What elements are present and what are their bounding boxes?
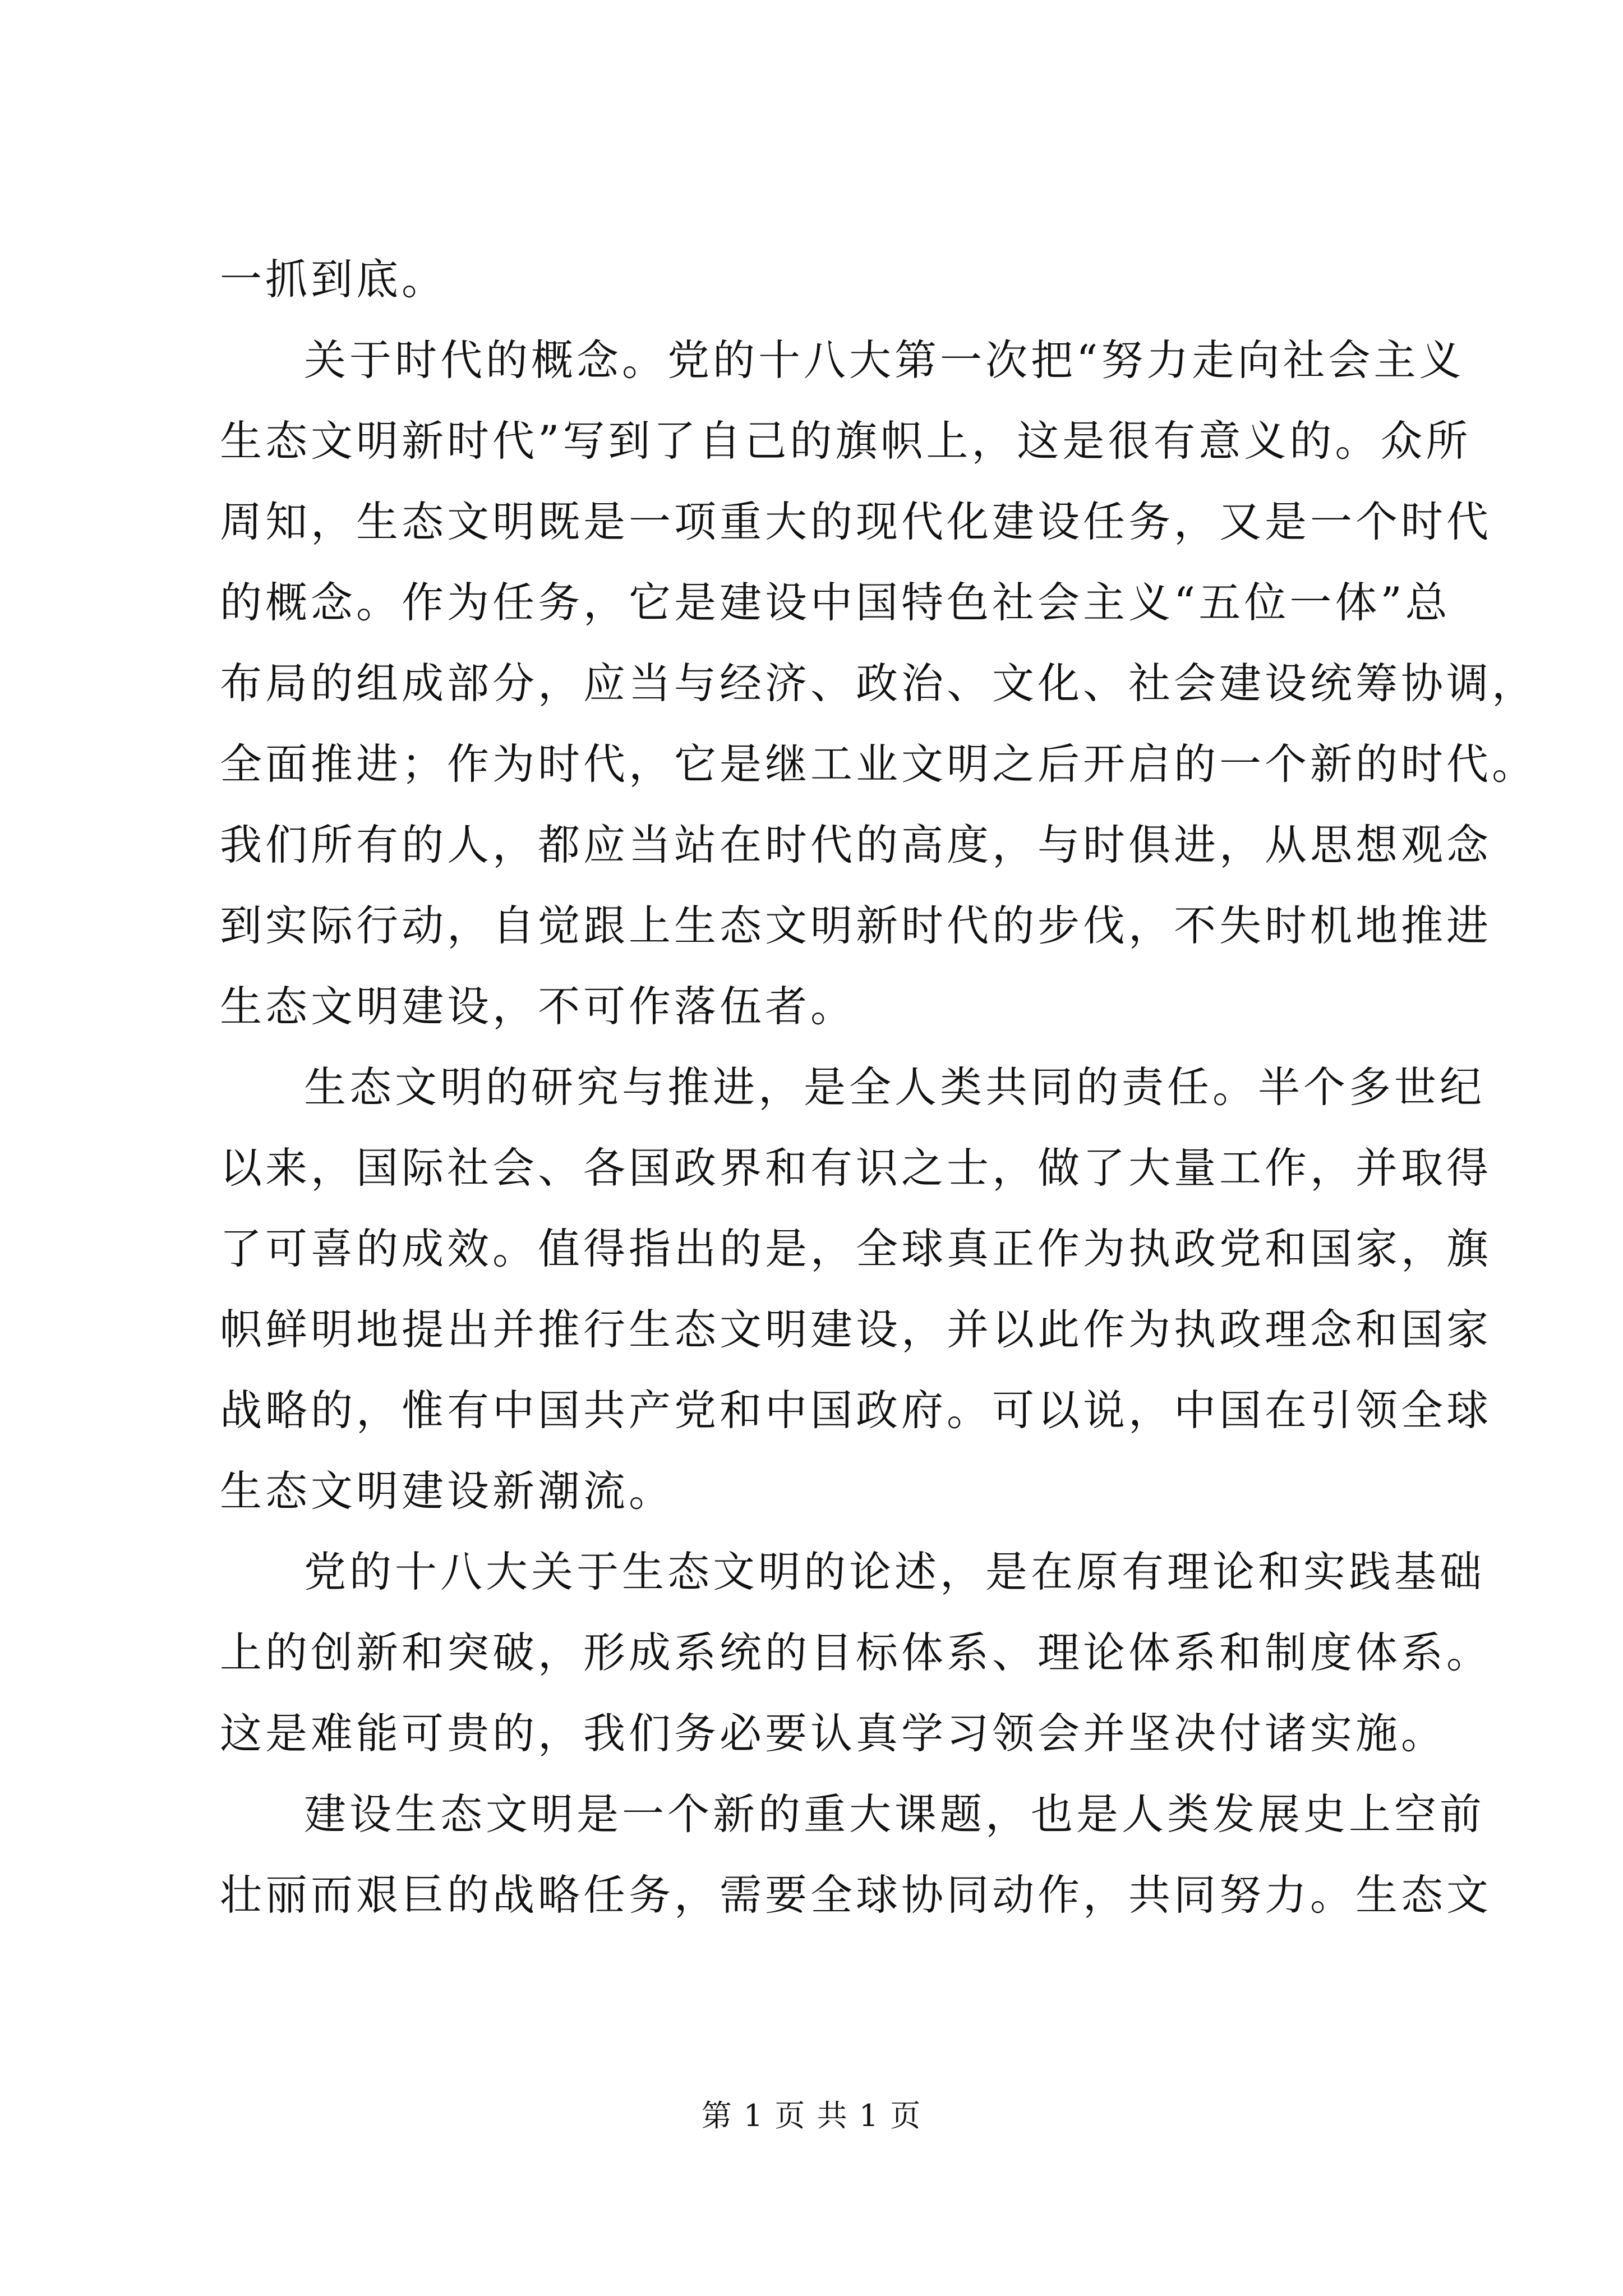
text-line: 关于时代的概念。党的十八大第一次把“努力走向社会主义 — [304, 335, 1465, 385]
text-line: 以来，国际社会、各国政界和有识之士，做了大量工作，并取得 — [220, 1143, 1492, 1193]
text-line: 这是难能可贵的，我们务必要认真学习领会并坚决付诸实施。 — [220, 1709, 1447, 1758]
text-line: 我们所有的人，都应当站在时代的高度，与时俱进，从思想观念 — [220, 820, 1492, 869]
text-line: 生态文明新时代”写到了自己的旗帜上，这是很有意义的。众所 — [220, 416, 1472, 466]
text-line: 周知，生态文明既是一项重大的现代化建设任务，又是一个时代 — [220, 497, 1492, 546]
text-line: 壮丽而艰巨的战略任务，需要全球协同动作，共同努力。生态文 — [220, 1870, 1492, 1920]
text-line: 布局的组成部分，应当与经济、政治、文化、社会建设统筹协调， — [220, 659, 1538, 708]
text-line: 了可喜的成效。值得指出的是，全球真正作为执政党和国家，旗 — [220, 1224, 1492, 1273]
text-line: 上的创新和突破，形成系统的目标体系、理论体系和制度体系。 — [220, 1628, 1492, 1677]
text-line: 战略的，惟有中国共产党和中国政府。可以说，中国在引领全球 — [220, 1386, 1492, 1435]
text-line: 帜鲜明地提出并推行生态文明建设，并以此作为执政理念和国家 — [220, 1305, 1492, 1354]
text-line: 建设生态文明是一个新的重大课题，也是人类发展史上空前 — [304, 1789, 1486, 1839]
text-line: 一抓到底。 — [220, 255, 448, 304]
text-line: 到实际行动，自觉跟上生态文明新时代的步伐，不失时机地推进 — [220, 901, 1492, 950]
text-line: 党的十八大关于生态文明的论述，是在原有理论和实践基础 — [304, 1547, 1486, 1596]
text-line: 全面推进；作为时代，它是继工业文明之后开启的一个新的时代。 — [220, 739, 1538, 789]
text-line: 生态文明建设，不可作落伍者。 — [220, 982, 856, 1031]
text-line: 的概念。作为任务，它是建设中国特色社会主义“五位一体”总 — [220, 578, 1451, 627]
page-footer: 第 1 页 共 1 页 — [701, 2098, 922, 2133]
text-line: 生态文明的研究与推进，是全人类共同的责任。半个多世纪 — [304, 1062, 1486, 1112]
text-line: 生态文明建设新潮流。 — [220, 1466, 675, 1516]
